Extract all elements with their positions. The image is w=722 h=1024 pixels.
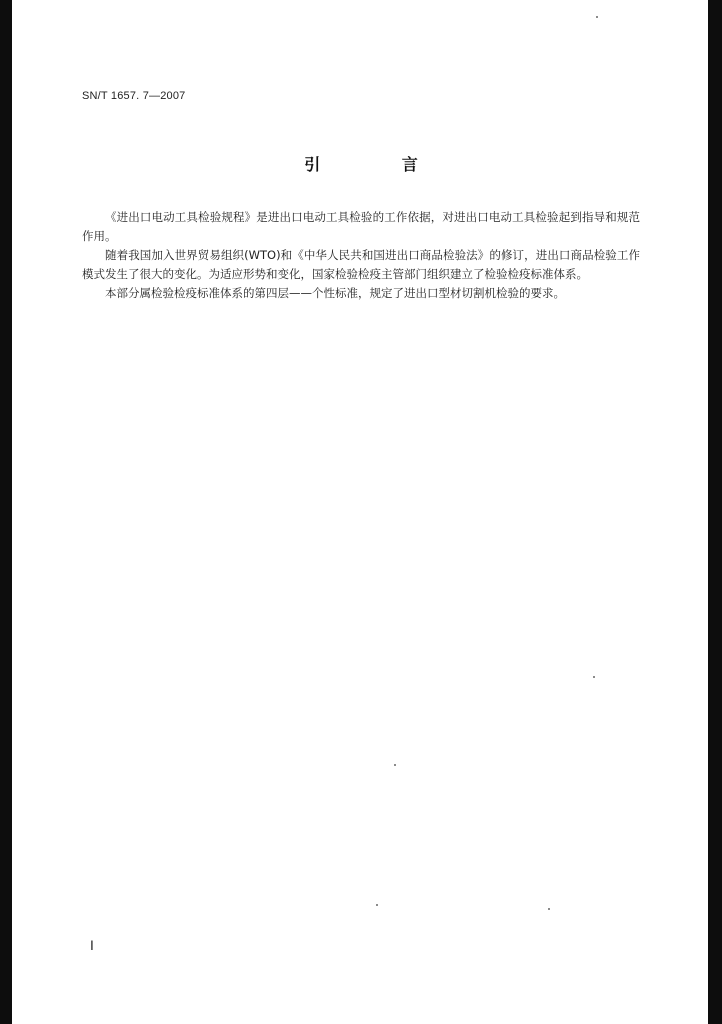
scan-speck	[593, 676, 595, 678]
foreword-body	[82, 208, 640, 303]
scan-speck	[394, 764, 396, 766]
page-title: 引 言	[304, 155, 456, 174]
page-number: Ⅰ	[90, 938, 94, 953]
paragraph-2: 随着我国加入世界贸易组织(WTO)和《中华人民共和国进出口商品检验法》的修订，进出口商品检验工作模式发生了很大的变化。为适应形势和变化，国家检验检疫主管部门组织建立了检验检疫标准体系。	[82, 248, 640, 281]
scan-speck	[548, 908, 550, 910]
standard-id: SN/T 1657. 7—2007	[82, 90, 186, 102]
paragraph-3: 本部分属检验检疫标准体系的第四层——个性标准，规定了进出口型材切割机检验的要求。	[105, 286, 565, 300]
scan-speck	[596, 16, 598, 18]
paragraph-1: 《进出口电动工具检验规程》是进出口电动工具检验的工作依据，对进出口电动工具检验起到指导和规范作用。	[82, 210, 640, 243]
scan-speck	[376, 904, 378, 906]
